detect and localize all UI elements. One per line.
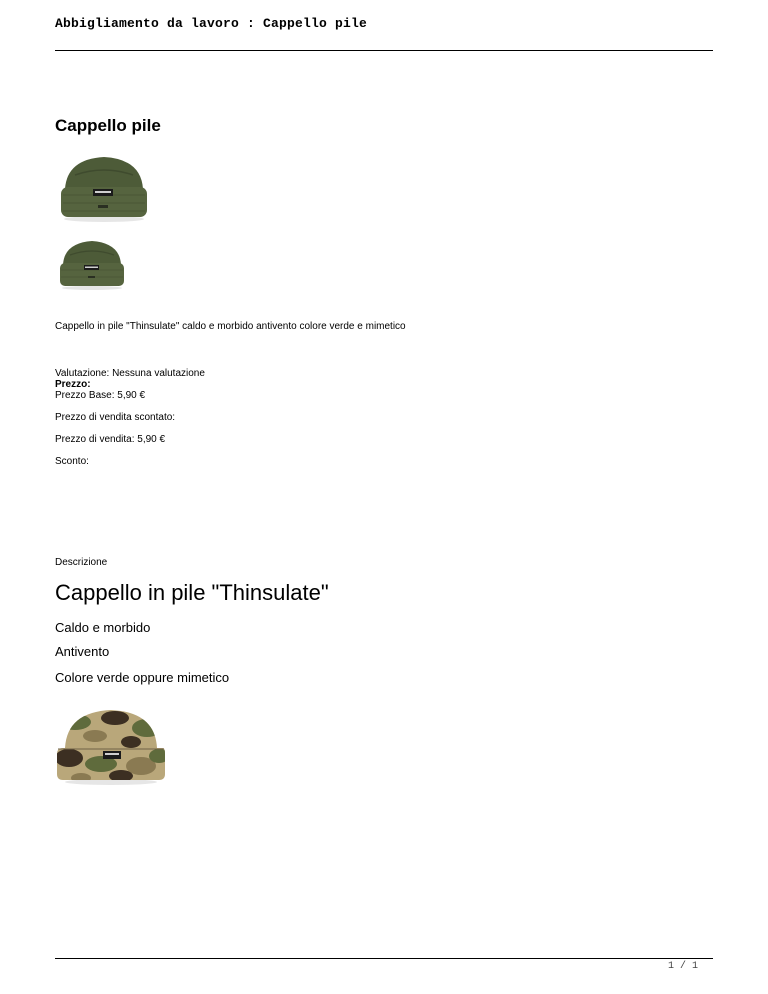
sale-price: Prezzo di vendita: 5,90 € [55,434,166,445]
page-number: 1 / 1 [667,961,698,972]
footer-divider [55,958,713,959]
description-line: Antivento [55,644,110,659]
discounted-price: Prezzo di vendita scontato: [55,412,176,423]
description-line: Colore verde oppure mimetico [55,670,230,685]
header-divider [55,50,713,51]
green-fleece-hat-image[interactable] [55,153,153,225]
camouflage-fleece-hat-image[interactable] [55,708,167,786]
description-heading: Cappello in pile "Thinsulate" [55,580,329,605]
page-header-title: Abbigliamento da lavoro : Cappello pile [55,16,368,31]
discount: Sconto: [55,456,89,467]
price-block [55,368,205,467]
product-short-description: Cappello in pile "Thinsulate" caldo e morbido antivento colore verde e mimetico [55,321,406,332]
description-label: Descrizione [55,557,108,568]
green-fleece-hat-thumbnail-image[interactable] [55,238,129,292]
price-label: Prezzo: [55,379,91,390]
rating-text: Valutazione: Nessuna valutazione [55,368,205,379]
base-price: Prezzo Base: 5,90 € [55,390,146,401]
product-title: Cappello pile [55,116,161,135]
description-line: Caldo e morbido [55,620,151,635]
